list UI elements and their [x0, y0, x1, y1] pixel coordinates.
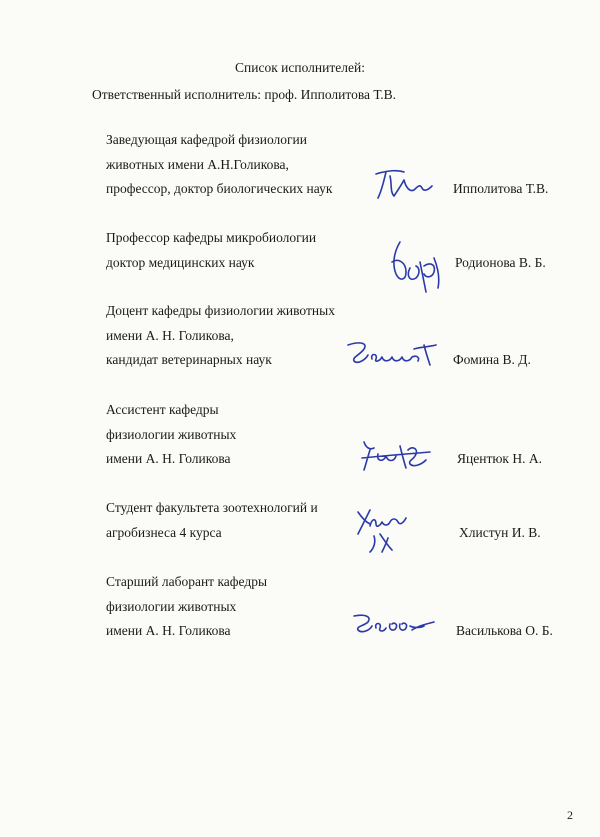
executor-name: Родионова В. Б. — [455, 255, 546, 270]
responsible-executor: Ответственный исполнитель: проф. Ипполитова Т.В. — [92, 87, 397, 102]
position-line: Ассистент кафедры — [106, 402, 219, 417]
signature-vasilkova-icon — [350, 610, 436, 640]
signature-fomina-icon — [344, 337, 440, 371]
position-line: имени А. Н. Голикова — [106, 623, 231, 638]
signature-ippolitova-icon — [368, 164, 436, 204]
executor-name: Хлистун И. В. — [459, 525, 541, 540]
signature-yatsentyuk-icon — [356, 436, 436, 474]
position-line: профессор, доктор биологических наук — [106, 181, 333, 196]
position-line: кандидат ветеринарных наук — [106, 352, 272, 367]
position-line: агробизнеса 4 курса — [106, 525, 222, 540]
executor-name: Василькова О. Б. — [456, 623, 553, 638]
position-line: физиологии животных — [106, 427, 237, 442]
position-line: животных имени А.Н.Голикова, — [106, 157, 289, 172]
position-line: имени А. Н. Голикова, — [106, 328, 234, 343]
position-line: имени А. Н. Голикова — [106, 451, 231, 466]
position-line: Заведующая кафедрой физиологии — [106, 132, 307, 147]
position-line: доктор медицинских наук — [106, 255, 255, 270]
page-title: Список исполнителей: — [235, 60, 365, 75]
page-number: 2 — [567, 808, 573, 822]
position-line: физиологии животных — [106, 599, 237, 614]
position-line: Студент факультета зоотехнологий и — [106, 500, 318, 515]
executor-name: Фомина В. Д. — [453, 352, 531, 367]
signature-rodionova-icon — [386, 238, 446, 296]
executor-name: Яцентюк Н. А. — [457, 451, 542, 466]
signature-khlistun-icon — [352, 504, 412, 556]
position-line: Профессор кафедры микробиологии — [106, 230, 317, 245]
executor-name: Ипполитова Т.В. — [453, 181, 549, 196]
position-line: Доцент кафедры физиологии животных — [106, 303, 335, 318]
position-line: Старший лаборант кафедры — [106, 574, 268, 589]
